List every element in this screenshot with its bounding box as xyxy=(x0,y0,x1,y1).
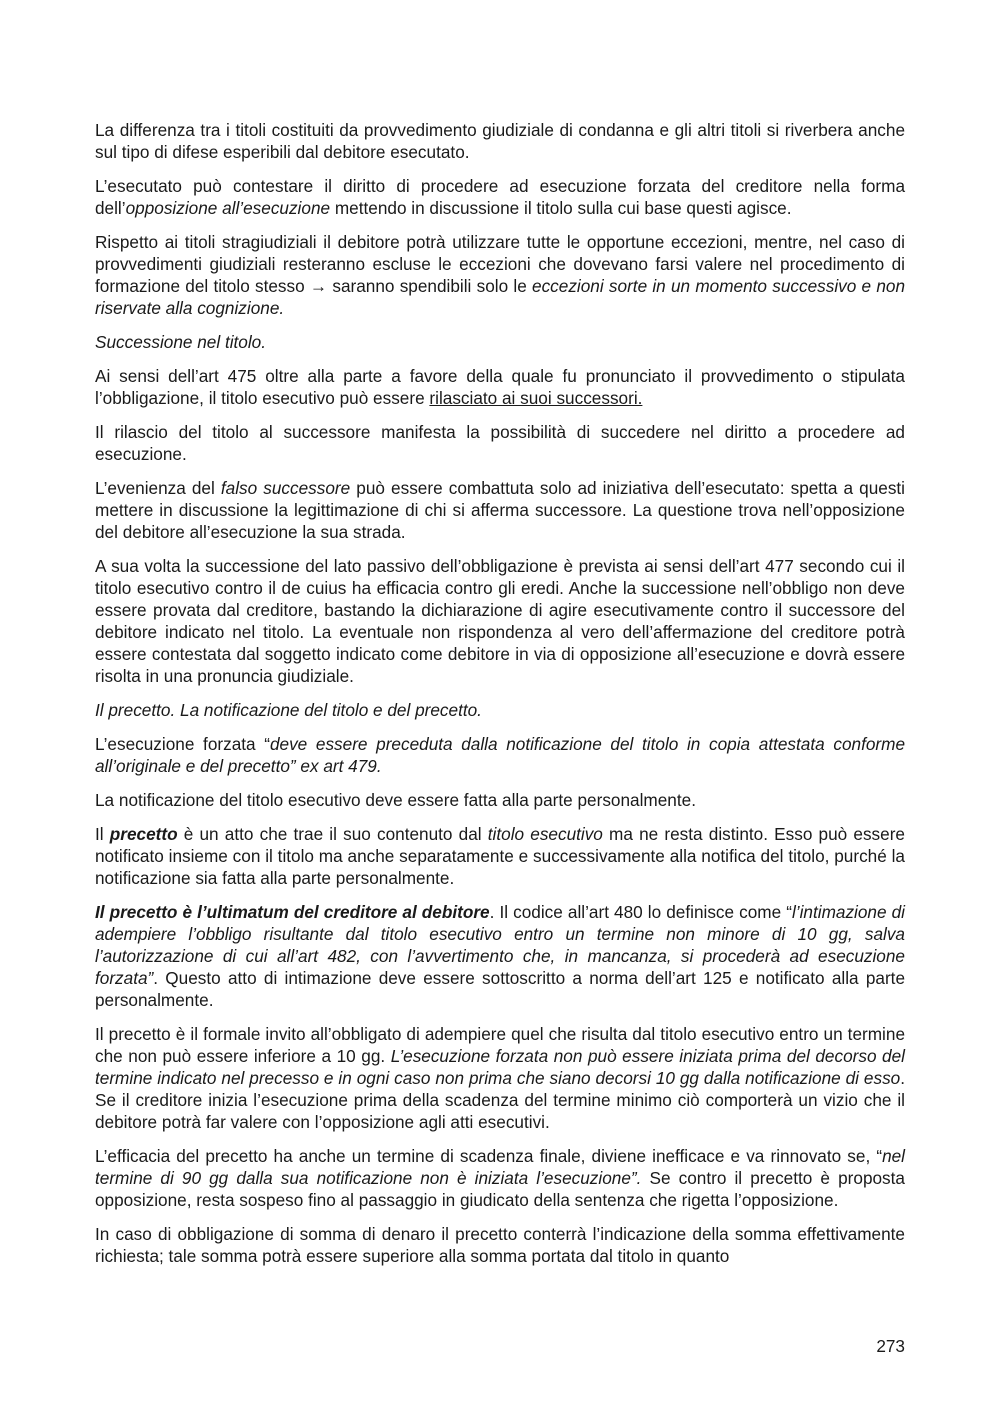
paragraph-art-475 xyxy=(95,365,905,409)
paragraph-falso-successore xyxy=(95,477,905,543)
text-span: Se contro il precetto è proposta opposizione, resta sospeso fino al passaggio in giudicato della sentenza che rigetta l’opposizione. xyxy=(95,1168,905,1210)
paragraph-art-477 xyxy=(95,555,905,687)
paragraph-difese xyxy=(95,119,905,163)
paragraph-opposizione-esecuzione xyxy=(95,175,905,219)
text-span: Il precetto è il formale invito all’obbligato di adempiere quel che risulta dal titolo esecutivo entro un termine che non può essere inferiore a 10 gg. xyxy=(95,1024,905,1066)
text-span: Ai sensi dell’art 475 oltre alla parte a favore della quale fu pronunciato il provvedimento o stipulata l’obbligazione, il titolo esecutivo può essere xyxy=(95,366,905,408)
arrow-right-icon: → xyxy=(309,276,328,296)
bold-italic-text-span: Il precetto è l’ultimatum del creditore al debitore xyxy=(95,902,490,922)
italic-text-span: titolo esecutivo xyxy=(487,824,603,844)
italic-text-span: eccezioni sorte in un momento successivo e non riservate alla cognizione. xyxy=(95,276,906,318)
text-span: La differenza tra i titoli costituiti da provvedimento giudiziale di condanna e gli altri titoli si riverbera anche sul tipo di difese esperibili dal debitore esecutato. xyxy=(95,120,905,162)
paragraph-formale-invito xyxy=(95,1023,905,1133)
paragraph-efficacia-precetto xyxy=(95,1145,905,1211)
text-span: L’esecuzione forzata “ xyxy=(95,734,270,754)
underlined-text-span: rilasciato ai suoi successori. xyxy=(429,388,643,408)
bold-italic-text-span: precetto xyxy=(109,824,178,844)
text-span: L’efficacia del precetto ha anche un termine di scadenza finale, diviene inefficace e va rinnovato se, “ xyxy=(95,1146,883,1166)
italic-text-span: deve essere preceduta dalla notificazione del titolo in copia attestata conforme all’originale e del precetto” ex art 479. xyxy=(95,734,905,776)
section-heading-successione xyxy=(95,331,905,353)
italic-text-span: L’esecuzione forzata non può essere iniziata prima del decorso del termine indicato nel precesso e in ogni caso non prima che siano decorsi 10 gg dalla notificazione di esso xyxy=(95,1046,905,1088)
italic-text-span: opposizione all’esecuzione xyxy=(125,198,331,218)
italic-text-span: nel termine di 90 gg dalla sua notificazione non è iniziata l’esecuzione”. xyxy=(95,1146,905,1188)
paragraph-ultimatum xyxy=(95,901,905,1011)
page-number: 273 xyxy=(876,1336,905,1356)
section-heading-text: Successione nel titolo. xyxy=(95,332,267,352)
text-span: Il xyxy=(95,824,110,844)
paragraph-notificazione-titolo xyxy=(95,789,905,811)
paragraph-art-479 xyxy=(95,733,905,777)
text-span: L’evenienza del xyxy=(95,478,221,498)
text-span: può essere combattuta solo ad iniziativa dell’esecutato: spetta a questi mettere in discussione la legittimazione di chi si afferma successore. La questione trova nell’opposizione del debitore all’esecuzione la sua strada. xyxy=(95,478,906,542)
text-span: Rispetto ai titoli stragiudiziali il debitore potrà utilizzare tutte le opportune eccezioni, mentre, nel caso di provvedimenti giudiziali resteranno escluse le eccezioni che dovevano farsi valere nel procedimento di formazione del titolo stesso xyxy=(95,232,905,296)
paragraph-precetto-atto xyxy=(95,823,905,889)
text-span: Il rilascio del titolo al successore manifesta la possibilità di succedere nel diritto a procedere ad esecuzione. xyxy=(95,422,905,464)
text-span: ma ne resta distinto. Esso può essere notificato insieme con il titolo ma anche separatamente e successivamente alla notifica del titolo, purché la notificazione sia fatta alla parte personalmente. xyxy=(95,824,905,888)
italic-text-span: l’intimazione di adempiere l’obbligo risultante dal titolo esecutivo entro un termine non minore di 10 gg, salva l’autorizzazione di cui all’art 482, con l’avvertimento che, in mancanza, si procederà ad esecuzione forzata” xyxy=(95,902,905,988)
section-heading-precetto xyxy=(95,699,905,721)
paragraph-titoli-stragiudiziali xyxy=(95,231,905,319)
text-span: . Se il creditore inizia l’esecuzione prima della scadenza del termine minimo ciò comporterà un vizio che il debitore potrà far valere con l’opposizione agli atti esecutivi. xyxy=(95,1068,905,1132)
text-span: . Questo atto di intimazione deve essere sottoscritto a norma dell’art 125 e notificato alla parte personalmente. xyxy=(95,968,905,1010)
italic-text-span: falso successore xyxy=(220,478,351,498)
text-span: In caso di obbligazione di somma di denaro il precetto conterrà l’indicazione della somma effettivamente richiesta; tale somma potrà essere superiore alla somma portata dal titolo in quanto xyxy=(95,1224,905,1266)
document-body xyxy=(95,119,905,1267)
text-span: mettendo in discussione il titolo sulla cui base questi agisce. xyxy=(330,198,792,218)
text-span: L’esecutato può contestare il diritto di procedere ad esecuzione forzata del creditore nella forma dell’ xyxy=(95,176,905,218)
text-span: La notificazione del titolo esecutivo deve essere fatta alla parte personalmente. xyxy=(95,790,696,810)
paragraph-rilascio-titolo xyxy=(95,421,905,465)
text-span: è un atto che trae il suo contenuto dal xyxy=(177,824,488,844)
paragraph-somma-denaro xyxy=(95,1223,905,1267)
text-span: A sua volta la successione del lato passivo dell’obbligazione è prevista ai sensi dell’art 477 secondo cui il titolo esecutivo contro il de cuius ha efficacia contro gli eredi. Anche la successione nell’obbligo non deve essere provata dal creditore, bastando la dichiarazione di agire esecutivamente contro il successore del debitore indicato nel titolo. La eventuale non rispondenza al vero dell’affermazione del creditore potrà essere contestata dal soggetto indicato come debitore in via di opposizione all’esecuzione e dovrà essere risolta in una pronuncia giudiziale. xyxy=(95,556,905,686)
section-heading-text: Il precetto. La notificazione del titolo e del precetto. xyxy=(95,700,482,720)
text-span: . Il codice all’art 480 lo definisce come “ xyxy=(489,902,792,922)
text-span: saranno spendibili solo le xyxy=(327,276,533,296)
